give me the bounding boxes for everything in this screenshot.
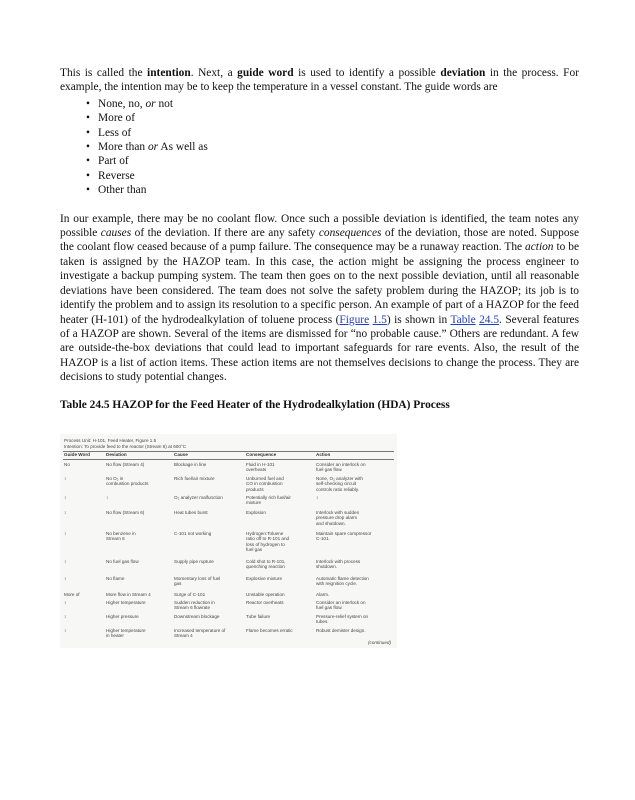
term-intention: intention [147, 67, 191, 79]
column-header: Cause [174, 452, 188, 457]
list-item: • Part of [98, 154, 579, 168]
column-header: Consequence [246, 452, 277, 457]
intention-label: Intention: To provide feed to the reactor (Stream 6) at 600°C [64, 444, 187, 449]
continued-label: (continued) [368, 639, 391, 645]
figure-link[interactable]: Figure [339, 313, 370, 326]
hazop-table-image: Process Unit: H-101, Feed Heater, Figure 1.5 Intention: To provide feed to the reactor (Stream 6) at 600°C Guide Word Deviation Cause Consequence Action No No flow (Stream 4) Blockage in line Fluid in H-101 overheats Consider an interlock on fuel gas flow. ↕ No O₂ in combustion products Rich fuel/air mixture Unburned fuel and CO in combustion products None, O₂ analyzer with self-checking circuit controls ratio reliably. ↕ ↕ O₂ analyzer malfunction Potentially rich fuel/air mixture ↕ ↕ No flow (Stream 6) Heat tubes burst Explosion Interlock with sudden pressure drop alarm and shutdown. ↕ No benzene in Stream 6 C-101 not working Hydrogen:Toluene ratio off to R-101 and loss of hydrogen to fuel gas Maintain spare compressor C-101. ↕ No fuel gas flow Supply pipe rupture Cold shot to R-101, quenching reaction Interlock with process shutdown. ↕ No flame Momentary loss of fuel gas Explosive mixture Automatic flame detection with reignition cycle. More of More flow in Stream 4 Surge of C-101 Unstable operation Alarm. ↕ Higher temperature Sudden reduction in Stream 6 flowrate Reactor overheats Consider an interlock on fuel gas flow. ↕ Higher pressure Downstream blockage Tube failure Pressure-relief system on tubes. ↕ Higher temperature in heater Increased temperature of Stream 4 Flame becomes erratic Robust demister design. (continued) [60, 434, 397, 648]
table-rule [63, 459, 394, 460]
process-unit-label: Process Unit: H-101, Feed Heater, Figure 1.5 [64, 438, 157, 443]
intro-text-3: is used to identify a possible [293, 67, 441, 79]
list-item: • More than or As well as [98, 140, 579, 154]
column-header: Deviation [106, 452, 127, 457]
list-item: • Reverse [98, 169, 579, 183]
intro-text-1: This is called the [60, 67, 148, 79]
guide-word-list [60, 97, 579, 198]
intro-paragraph [60, 66, 579, 95]
list-item: • Less of [98, 126, 579, 140]
body-paragraph: In our example, there may be no coolant flow. Once such a possible deviation is identified, the team notes any possible causes of the deviation. If there are any safety consequences of the deviation, those are noted. Suppose the coolant flow ceased because of a pump failure. The consequence may be a runaway reaction. The action to be taken is assigned by the HAZOP team. In this case, the action might be assigning the process engineer to investigate a backup pumping system. The team then goes on to the next possible deviation, until all reasonable deviations have been considered. The team does not solve the safety problem during the HAZOP; its job is to identify the problem and to assign its resolution to a specific person. An example of part of a HAZOP for the feed heater (H-101) of the hydrodealkylation of toluene process (Figure 1.5) is shown in Table 24.5. Several features of a HAZOP are shown. Several of the items are dismissed for “no probable cause.” Others are redundant. A few are outside-the-box deviations that could lead to important safeguards for rare events. Also, the result of the HAZOP is a list of action items. These action items are not themselves decisions to change the process. They are decisions to study potential changes. [60, 212, 580, 384]
table-number-link[interactable]: 24.5 [479, 313, 500, 326]
list-item: • Other than [98, 183, 579, 197]
page-content [60, 66, 579, 412]
term-consequences: consequences [318, 227, 382, 240]
table-link[interactable]: Table [450, 313, 476, 326]
term-action: action [525, 241, 554, 254]
term-deviation: deviation [440, 67, 486, 79]
column-header: Guide Word [64, 452, 90, 457]
intro-text-4: in the process. For example, the intention may be to keep the temperature in a vessel constant. The guide words are [60, 67, 579, 94]
table-caption: Table 24.5 HAZOP for the Feed Heater of the Hydrodealkylation (HDA) Process [60, 398, 450, 411]
column-header: Action [316, 452, 331, 457]
intro-text-2: . Next, a [190, 67, 238, 79]
term-guide-word: guide word [237, 67, 294, 79]
list-item: • None, no, or not [98, 97, 579, 111]
list-item: • More of [98, 111, 579, 125]
figure-number-link[interactable]: 1.5 [372, 313, 387, 326]
term-causes: causes [100, 227, 132, 240]
